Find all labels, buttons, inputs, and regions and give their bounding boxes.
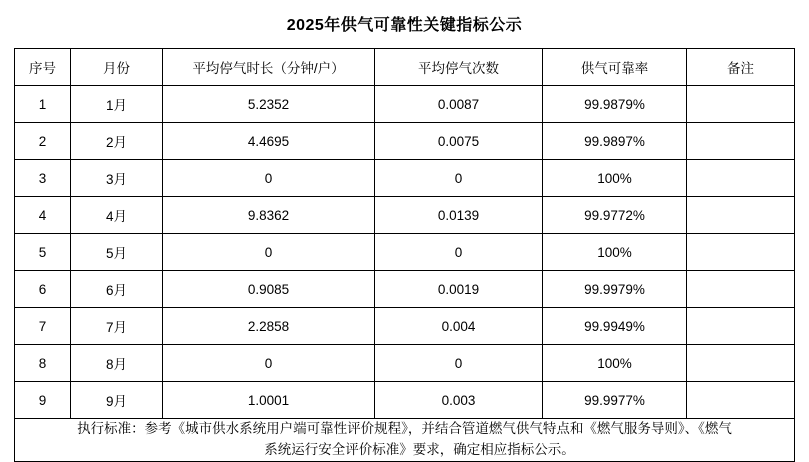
cell-reliability-rate: 100% <box>543 160 687 197</box>
cell-avg-duration: 0.9085 <box>163 271 375 308</box>
table-header <box>15 49 795 86</box>
cell-month: 4月 <box>71 197 163 234</box>
cell-remark <box>687 123 795 160</box>
table-row <box>15 271 795 308</box>
column-header-reliability-rate: 供气可靠率 <box>543 49 687 86</box>
cell-avg-count: 0.0139 <box>375 197 543 234</box>
cell-remark <box>687 271 795 308</box>
cell-avg-duration: 2.2858 <box>163 308 375 345</box>
cell-avg-count: 0 <box>375 160 543 197</box>
cell-avg-count: 0 <box>375 345 543 382</box>
column-header-remark: 备注 <box>687 49 795 86</box>
table-header-row <box>15 49 795 86</box>
table-row <box>15 345 795 382</box>
table-row <box>15 123 795 160</box>
cell-avg-count: 0.004 <box>375 308 543 345</box>
table-row <box>15 382 795 419</box>
cell-remark <box>687 234 795 271</box>
cell-avg-count: 0.003 <box>375 382 543 419</box>
cell-reliability-rate: 99.9979% <box>543 271 687 308</box>
cell-month: 5月 <box>71 234 163 271</box>
table-body <box>15 86 795 462</box>
cell-reliability-rate: 100% <box>543 234 687 271</box>
table-row <box>15 86 795 123</box>
cell-reliability-rate: 100% <box>543 345 687 382</box>
note-line-1: 执行标准：参考《城市供水系统用户端可靠性评价规程》，并结合管道燃气供气特点和《燃气服务导则》、《燃气 <box>77 421 732 436</box>
cell-avg-count: 0.0075 <box>375 123 543 160</box>
cell-remark <box>687 86 795 123</box>
cell-month: 8月 <box>71 345 163 382</box>
cell-avg-duration: 0 <box>163 234 375 271</box>
cell-avg-duration: 9.8362 <box>163 197 375 234</box>
page-title: 2025年供气可靠性关键指标公示 <box>286 17 523 34</box>
table-row <box>15 160 795 197</box>
column-header-seq: 序号 <box>15 49 71 86</box>
cell-avg-count: 0.0019 <box>375 271 543 308</box>
cell-avg-duration: 0 <box>163 345 375 382</box>
cell-seq: 8 <box>15 345 71 382</box>
cell-remark <box>687 382 795 419</box>
column-header-avg-duration: 平均停气时长（分钟/户） <box>163 49 375 86</box>
table-row <box>15 197 795 234</box>
table-row <box>15 308 795 345</box>
cell-month: 9月 <box>71 382 163 419</box>
cell-avg-duration: 0 <box>163 160 375 197</box>
table-note-row <box>15 419 795 462</box>
cell-avg-duration: 5.2352 <box>163 86 375 123</box>
cell-seq: 2 <box>15 123 71 160</box>
cell-reliability-rate: 99.9949% <box>543 308 687 345</box>
cell-month: 7月 <box>71 308 163 345</box>
cell-avg-duration: 4.4695 <box>163 123 375 160</box>
cell-reliability-rate: 99.9772% <box>543 197 687 234</box>
cell-seq: 4 <box>15 197 71 234</box>
reliability-metrics-table <box>14 48 795 462</box>
cell-remark <box>687 160 795 197</box>
column-header-month: 月份 <box>71 49 163 86</box>
cell-reliability-rate: 99.9897% <box>543 123 687 160</box>
cell-month: 3月 <box>71 160 163 197</box>
cell-month: 6月 <box>71 271 163 308</box>
note-line-2: 系统运行安全评价标准》要求，确定相应指标公示。 <box>264 441 575 457</box>
cell-avg-count: 0.0087 <box>375 86 543 123</box>
table-row <box>15 234 795 271</box>
cell-remark <box>687 308 795 345</box>
cell-reliability-rate: 99.9977% <box>543 382 687 419</box>
cell-month: 1月 <box>71 86 163 123</box>
cell-remark <box>687 345 795 382</box>
cell-seq: 3 <box>15 160 71 197</box>
cell-avg-count: 0 <box>375 234 543 271</box>
cell-seq: 5 <box>15 234 71 271</box>
execution-standard-note <box>15 419 795 462</box>
column-header-avg-count: 平均停气次数 <box>375 49 543 86</box>
cell-reliability-rate: 99.9879% <box>543 86 687 123</box>
cell-seq: 9 <box>15 382 71 419</box>
cell-seq: 7 <box>15 308 71 345</box>
cell-month: 2月 <box>71 123 163 160</box>
cell-avg-duration: 1.0001 <box>163 382 375 419</box>
cell-remark <box>687 197 795 234</box>
cell-seq: 1 <box>15 86 71 123</box>
cell-seq: 6 <box>15 271 71 308</box>
